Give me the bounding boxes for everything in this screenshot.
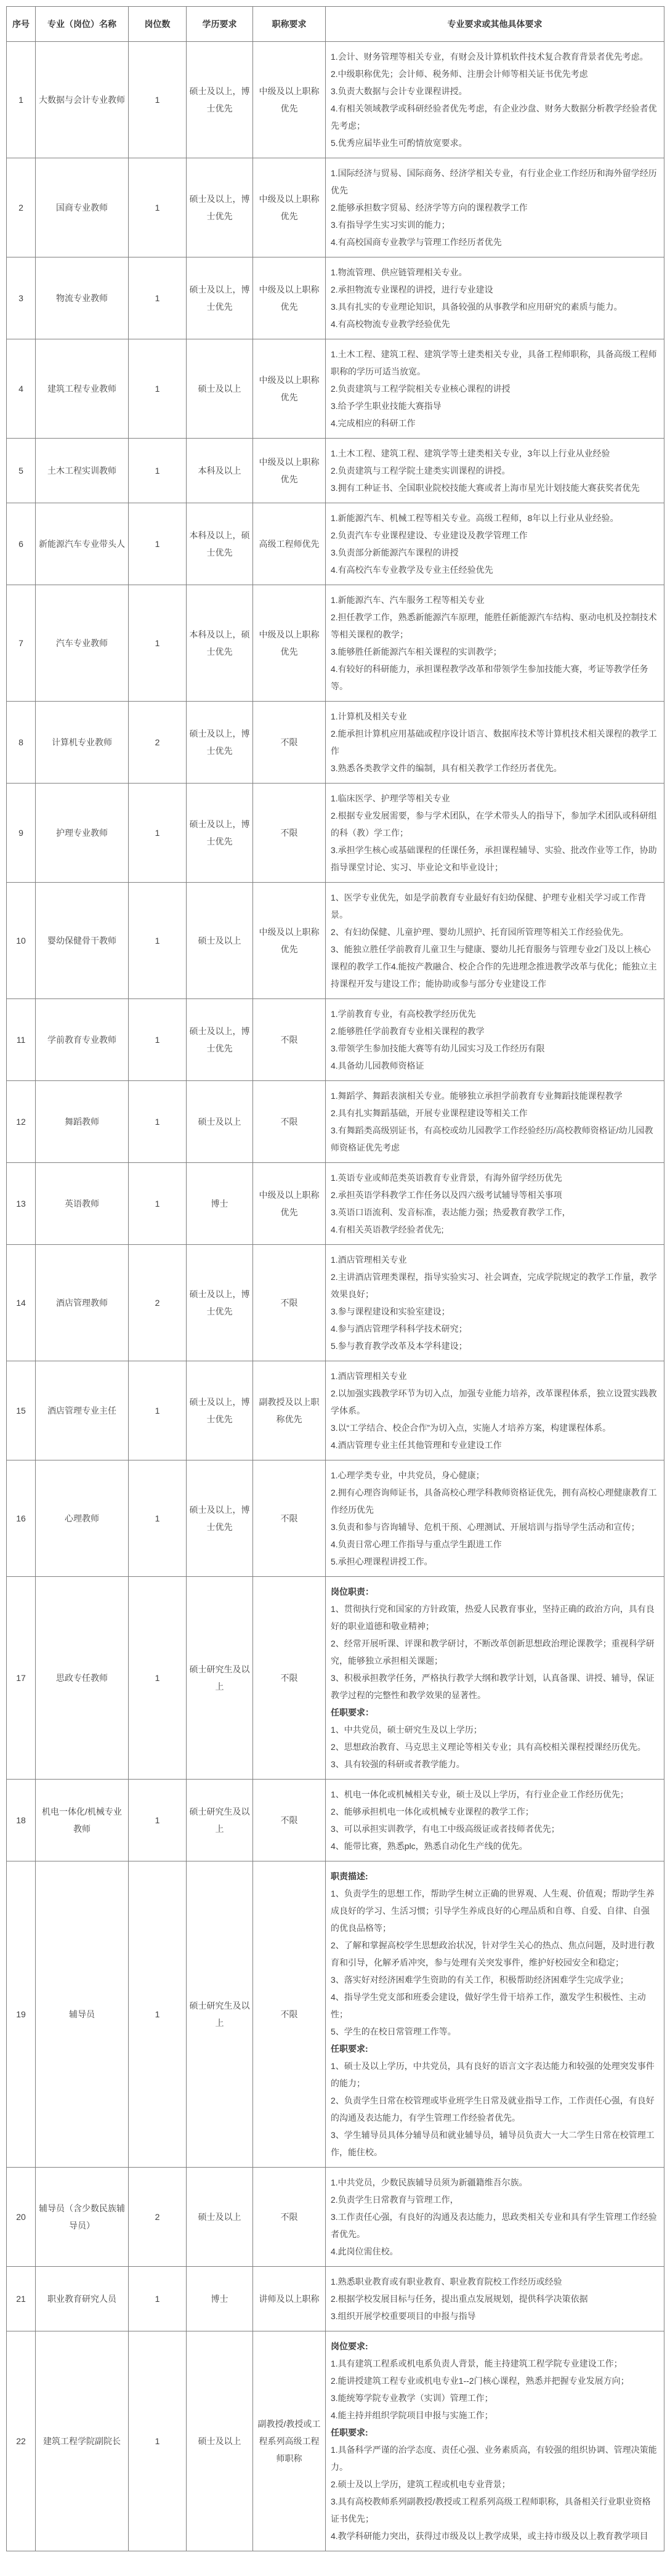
cell-seq: 20: [7, 2168, 36, 2267]
requirement-line: 3.拥有工种证书、全国职业院校技能大赛或者上海市星光计划技能大赛获奖者优先: [331, 483, 640, 493]
cell-name: 辅导员（含少数民族辅导员）: [36, 2168, 129, 2267]
cell-seq: 19: [7, 1861, 36, 2168]
cell-name: 汽车专业教师: [36, 585, 129, 702]
requirement-line: 4、指导学生党支部和班委会建设，做好学生骨干培养工作，激发学生积极性、主动性；: [331, 1992, 646, 2019]
cell-title: 不限: [253, 2168, 326, 2267]
requirement-line: 4.有高校物流专业教学经验优先: [331, 319, 450, 329]
cell-title: 中级及以上职称优先: [253, 883, 326, 999]
cell-education: 硕士及以上，博士优先: [187, 999, 253, 1081]
table-row: [7, 702, 664, 784]
cell-education: 本科及以上: [187, 439, 253, 503]
table-row: [7, 585, 664, 702]
cell-seq: 4: [7, 339, 36, 439]
requirement-line: 4、能带比赛，熟悉plc，熟悉自动化生产线的优先。: [331, 1841, 528, 1851]
cell-name: 酒店管理教师: [36, 1245, 129, 1361]
cell-name: 酒店管理专业主任: [36, 1361, 129, 1460]
cell-title: 不限: [253, 1577, 326, 1780]
cell-count: 1: [129, 1577, 187, 1780]
cell-name: 土木工程实训教师: [36, 439, 129, 503]
header-cell-education: 学历要求: [187, 7, 253, 42]
cell-requirements: [326, 42, 664, 158]
table-row: [7, 257, 664, 339]
cell-title: 中级及以上职称优先: [253, 1163, 326, 1245]
requirement-line: 2.根据学校发展目标与任务，提出重点发展规划，提供科学决策依据: [331, 2294, 588, 2304]
table-row: [7, 42, 664, 158]
cell-requirements: [326, 1081, 664, 1163]
table-row: [7, 339, 664, 439]
table-row: [7, 1163, 664, 1245]
cell-title: 高级工程师优先: [253, 503, 326, 585]
requirement-line: 岗位职责：: [331, 1587, 374, 1597]
requirement-line: 3、能独立胜任学前教育儿童卫生与健康、婴幼儿托育服务与管理专业2门及以上核心课程的教学工作4.能按产教融合、校企合作的先进理念推进教学改革与优化；能独立主持课程开发与建设工作；能协助或参与部分专业建设工作: [331, 944, 657, 989]
requirement-line: 3.具有扎实的专业理论知识，具备较强的从事教学和应用研究的素质与能力。: [331, 302, 623, 312]
cell-count: 1: [129, 2267, 187, 2331]
cell-count: 1: [129, 158, 187, 257]
requirement-line: 1.新能源汽车、机械工程等相关专业。高级工程师，8年以上行业从业经验。: [331, 513, 619, 523]
requirement-line: 5、学生的在校日常管理工作等。: [331, 2027, 456, 2036]
cell-title: 副教授及以上职称优先: [253, 1361, 326, 1460]
requirement-line: 2、负责学生日常在校管理或毕业班学生日常及就业指导工作，工作责任心强，有良好的沟通及表达能力，有学生管理工作经验者优先。: [331, 2096, 655, 2123]
requirement-line: 1.中共党员，少数民族辅导员须为新疆籍维吾尔族。: [331, 2177, 528, 2187]
requirement-line: 4.此岗位需住校。: [331, 2246, 398, 2256]
cell-count: 1: [129, 784, 187, 883]
cell-name: 职业教育研究人员: [36, 2267, 129, 2331]
requirement-line: 1.计算机及相关专业: [331, 711, 407, 721]
cell-seq: 7: [7, 585, 36, 702]
requirement-line: 1.学前教育专业，有高校教学经历优先: [331, 1009, 476, 1019]
header-cell-name: 专业（岗位）名称: [36, 7, 129, 42]
table-row: [7, 2331, 664, 2551]
cell-title: 中级及以上职称优先: [253, 42, 326, 158]
requirement-line: 4.有高校汽车专业教学及专业主任经验优先: [331, 565, 493, 575]
cell-education: 硕士研究生及以上: [187, 1780, 253, 1861]
requirement-line: 3.英语口语流利、发音标准，表达能力强；热爱教育教学工作，: [331, 1207, 571, 1217]
cell-requirements: [326, 1361, 664, 1460]
requirement-line: 1.物流管理、供应链管理相关专业。: [331, 267, 467, 277]
cell-requirements: [326, 702, 664, 784]
cell-seq: 21: [7, 2267, 36, 2331]
cell-count: 1: [129, 257, 187, 339]
requirement-line: 3.负责和参与咨询辅导、危机干预、心理测试、开展培训与指导学生活动和宣传；: [331, 1522, 640, 1532]
table-row: [7, 784, 664, 883]
cell-requirements: [326, 158, 664, 257]
cell-count: 1: [129, 1460, 187, 1577]
requirement-line: 3.负责部分新能源汽车课程的讲授: [331, 548, 459, 557]
cell-title: 中级及以上职称优先: [253, 339, 326, 439]
requirement-line: 1.土木工程、建筑工程、建筑学等土建类相关专业，具备工程师职称，具备高级工程师职称的学历可适当放宽。: [331, 349, 657, 376]
cell-count: 1: [129, 439, 187, 503]
requirement-line: 1.心理学类专业，中共党员，身心健康；: [331, 1470, 485, 1480]
cell-education: 硕士及以上，博士优先: [187, 1361, 253, 1460]
requirement-line: 1、医学专业优先，如是学前教育专业最好有妇幼保健、护理专业相关学习或工作背景。: [331, 893, 646, 920]
cell-requirements: [326, 1245, 664, 1361]
cell-count: 1: [129, 2331, 187, 2551]
cell-requirements: [326, 2331, 664, 2551]
cell-education: 硕士及以上，博士优先: [187, 257, 253, 339]
requirement-line: 1.酒店管理相关专业: [331, 1371, 407, 1381]
cell-title: 讲师及以上职称: [253, 2267, 326, 2331]
cell-seq: 18: [7, 1780, 36, 1861]
cell-education: 硕士研究生及以上: [187, 1577, 253, 1780]
cell-name: 护理专业教师: [36, 784, 129, 883]
requirement-line: 5.优秀应届毕业生可酌情放宽要求。: [331, 138, 467, 148]
requirement-line: 2、思想政治教育、马克思主义理论等相关专业；具有高校相关课程授课经历优先。: [331, 1742, 646, 1752]
cell-title: 不限: [253, 784, 326, 883]
cell-requirements: [326, 2267, 664, 2331]
cell-requirements: [326, 2168, 664, 2267]
requirement-line: 2.能够胜任学前教育专业相关课程的教学: [331, 1026, 485, 1036]
requirement-line: 2.承担英语学科教学工作任务以及四六级考试辅导等相关事项: [331, 1190, 562, 1200]
header-cell-count: 岗位数: [129, 7, 187, 42]
requirement-line: 1、贯彻执行党和国家的方针政策，热爱人民教育事业，坚持正确的政治方向，具有良好的职业道德和敬业精神；: [331, 1604, 655, 1631]
cell-seq: 2: [7, 158, 36, 257]
requirement-line: 3、可以承担实训教学，有电工中级高级证或者技师者优先；: [331, 1824, 560, 1834]
requirement-line: 2.负责汽车专业课程建设、专业建设及教学管理工作: [331, 530, 528, 540]
requirement-line: 1.英语专业或师范类英语教育专业背景，有海外留学经历优先: [331, 1173, 562, 1183]
cell-education: 硕士及以上: [187, 2168, 253, 2267]
requirement-line: 1.熟悉职业教育或有职业教育、职业教育院校工作经历或经验: [331, 2277, 562, 2286]
table-row: [7, 1780, 664, 1861]
requirement-line: 1.会计、财务管理等相关专业，有财会及计算机软件技术复合教育背景者优先考虑。: [331, 52, 648, 62]
cell-count: 1: [129, 1361, 187, 1460]
cell-name: 思政专任教师: [36, 1577, 129, 1780]
cell-seq: 6: [7, 503, 36, 585]
requirement-line: 3.承担学生核心或基础课程的任课任务，承担课程辅导、实验、批改作业等工作，协助指导课堂讨论、实习、毕业论文和毕业设计；: [331, 845, 657, 872]
requirement-line: 2、能够承担机电一体化或机械专业课程的教学工作；: [331, 1807, 534, 1817]
cell-count: 1: [129, 503, 187, 585]
requirement-line: 岗位要求:: [331, 2341, 368, 2351]
table-row: [7, 503, 664, 585]
requirement-line: 4.酒店管理专业主任其他管理和专业建设工作: [331, 1440, 502, 1450]
requirement-line: 4.具备幼儿园教师资格证: [331, 1061, 424, 1071]
cell-name: 心理教师: [36, 1460, 129, 1577]
cell-title: 不限: [253, 1780, 326, 1861]
cell-seq: 14: [7, 1245, 36, 1361]
requirement-line: 1、中共党员，硕士研究生及以上学历；: [331, 1725, 482, 1735]
requirement-line: 3、积极承担教学任务，严格执行教学大纲和教学计划，认真备课、讲授、辅导，保证教学过程的完整性和教学效果的显著性。: [331, 1673, 655, 1700]
cell-seq: 3: [7, 257, 36, 339]
requirement-line: 3.有舞蹈类高级别证书，有高校或幼儿园教学工作经验经历/高校教师资格证/幼儿园教师资格证优先考虑: [331, 1125, 653, 1152]
cell-education: 本科及以上，硕士优先: [187, 503, 253, 585]
cell-seq: 5: [7, 439, 36, 503]
header-cell-title: 职称要求: [253, 7, 326, 42]
cell-seq: 9: [7, 784, 36, 883]
requirement-line: 4.参与酒店管理学科科学技术研究；: [331, 1324, 467, 1334]
requirement-line: 5.参与教育教学改革及本学科建设；: [331, 1341, 467, 1351]
requirement-line: 任职要求：: [331, 1707, 374, 1717]
table-row: [7, 2168, 664, 2267]
cell-requirements: [326, 1460, 664, 1577]
requirement-line: 4.完成相应的科研工作: [331, 418, 416, 428]
cell-seq: 16: [7, 1460, 36, 1577]
table-row: [7, 1577, 664, 1780]
cell-count: 1: [129, 585, 187, 702]
cell-requirements: [326, 883, 664, 999]
cell-count: 1: [129, 999, 187, 1081]
requirement-line: 4.教学科研能力突出，获得过市级及以上教学成果，或主持市级及以上教育教学项目: [331, 2531, 648, 2541]
cell-count: 1: [129, 339, 187, 439]
requirement-line: 任职要求:: [331, 2044, 368, 2054]
requirement-line: 2.主讲酒店管理类课程，指导实验实习、社会调查，完成学院规定的教学工作量，教学效果良好；: [331, 1272, 657, 1299]
requirement-line: 2.根据专业发展需要，参与学术团队，在学术带头人的指导下，参加学术团队或科研组的科（教）学工作；: [331, 811, 657, 838]
header-row: [7, 7, 664, 42]
requirement-line: 2.硕士及以上学历，建筑工程或机电专业背景；: [331, 2479, 511, 2489]
cell-education: 硕士及以上: [187, 1081, 253, 1163]
requirement-line: 3.有指导学生实习实训的能力；: [331, 220, 450, 230]
requirement-line: 1、硕士及以上学历，中共党员，具有良好的语言文字表达能力和较强的处理突发事件的能力；: [331, 2061, 655, 2088]
header-cell-seq: 序号: [7, 7, 36, 42]
cell-requirements: [326, 439, 664, 503]
requirement-line: 3.组织开展学校重要项目的申报与指导: [331, 2311, 476, 2321]
cell-requirements: [326, 339, 664, 439]
requirement-line: 3.带领学生参加技能大赛等有幼儿园实习及工作经历有限: [331, 1043, 545, 1053]
requirement-line: 2、有妇幼保健、儿童护理、婴幼儿照护、托育园所管理等相关工作经验优先。: [331, 927, 629, 937]
requirement-line: 3.具有高校教师系列副教授/教授或工程系列高级工程师职称，具备相关行业职业资格证书优先；: [331, 2497, 651, 2524]
cell-title: 不限: [253, 999, 326, 1081]
requirement-line: 4.有相关领域教学或科研经验者优先考虑，有企业沙盘、财务大数据分析教学经验者优先考虑；: [331, 103, 657, 131]
requirement-line: 任职要求:: [331, 2428, 368, 2437]
cell-title: 中级及以上职称优先: [253, 257, 326, 339]
cell-title: 不限: [253, 1245, 326, 1361]
cell-requirements: [326, 1163, 664, 1245]
cell-education: 硕士及以上，博士优先: [187, 702, 253, 784]
table-row: [7, 999, 664, 1081]
cell-count: 2: [129, 702, 187, 784]
requirement-line: 1.酒店管理相关专业: [331, 1255, 407, 1265]
cell-education: 博士: [187, 2267, 253, 2331]
cell-seq: 10: [7, 883, 36, 999]
requirement-line: 2.拥有心理咨询师证书，具备高校心理学科教师资格证优先，拥有高校心理健康教育工作经历优先: [331, 1488, 657, 1515]
requirement-line: 1.临床医学、护理学等相关专业: [331, 793, 450, 803]
cell-count: 1: [129, 1081, 187, 1163]
cell-name: 舞蹈教师: [36, 1081, 129, 1163]
cell-name: 机电一体化/机械专业教师: [36, 1780, 129, 1861]
table-row: [7, 1245, 664, 1361]
requirement-line: 2、了解和掌握高校学生思想政治状况，针对学生关心的热点、焦点问题，及时进行教育和引导，化解矛盾冲突，参与处理有关突发事件，维护好校园安全和稳定；: [331, 1940, 655, 1967]
cell-education: 硕士及以上，博士优先: [187, 1245, 253, 1361]
cell-title: 不限: [253, 702, 326, 784]
requirement-line: 3、落实好对经济困难学生资助的有关工作，积极帮助经济困难学生完成学业；: [331, 1975, 629, 1985]
requirement-line: 2.负责学生日常教育与管理工作，: [331, 2195, 459, 2205]
requirement-line: 1.具备科学严谨的治学态度、责任心强、业务素质高，有较强的组织协调、管理决策能力。: [331, 2445, 657, 2472]
cell-education: 硕士及以上: [187, 339, 253, 439]
requirement-line: 2.负责建筑与工程学院相关专业核心课程的讲授: [331, 384, 511, 394]
cell-name: 新能源汽车专业带头人: [36, 503, 129, 585]
cell-education: 硕士及以上: [187, 2331, 253, 2551]
requirement-line: 2.承担物流专业课程的讲授，进行专业建设: [331, 285, 493, 294]
requirement-line: 4.负责日常心理工作指导与重点学生跟进工作: [331, 1539, 502, 1549]
cell-name: 学前教育专业教师: [36, 999, 129, 1081]
requirement-line: 3.工作责任心强，有良好的沟通及表达能力，思政类相关专业和具有学生管理工作经验者优先。: [331, 2212, 657, 2239]
requirement-line: 2.中级职称优先；会计师、税务师、注册会计师等相关证书优先考虑: [331, 69, 588, 79]
cell-count: 1: [129, 1861, 187, 2168]
cell-name: 建筑工程专业教师: [36, 339, 129, 439]
cell-name: 建筑工程学院副院长: [36, 2331, 129, 2551]
cell-requirements: [326, 585, 664, 702]
requirement-line: 4.有较好的科研能力，承担课程教学改革和带领学生参加技能大赛，考证等教学任务等。: [331, 664, 648, 691]
cell-name: 国商专业教师: [36, 158, 129, 257]
requirement-line: 1.舞蹈学、舞蹈表演相关专业。能够独立承担学前教育专业舞蹈技能课程教学: [331, 1091, 623, 1101]
cell-requirements: [326, 257, 664, 339]
requirement-line: 3.参与课程建设和实验室建设；: [331, 1306, 450, 1316]
requirement-line: 3.给予学生职业技能大赛指导: [331, 401, 442, 411]
cell-seq: 8: [7, 702, 36, 784]
cell-name: 婴幼保健骨干教师: [36, 883, 129, 999]
header-cell-requirements: 专业要求或其他具体要求: [326, 7, 664, 42]
requirement-line: 3.负责大数据与会计专业课程讲授。: [331, 86, 467, 96]
cell-name: 计算机专业教师: [36, 702, 129, 784]
table-row: [7, 158, 664, 257]
requirement-line: 3.能统筹学院专业教学（实训）管理工作；: [331, 2393, 493, 2403]
cell-education: 硕士及以上，博士优先: [187, 42, 253, 158]
cell-requirements: [326, 784, 664, 883]
cell-seq: 1: [7, 42, 36, 158]
requirement-line: 2.担任教学工作，熟悉新能源汽车原理，能胜任新能源汽车结构、驱动电机及控制技术等相关课程的教学；: [331, 612, 657, 639]
cell-name: 英语教师: [36, 1163, 129, 1245]
requirement-line: 3.能够胜任新能源汽车相关课程的实训教学；: [331, 647, 502, 657]
requirement-line: 4.能主持并组织学院项目申报与实施工作；: [331, 2410, 493, 2420]
requirement-line: 1.具有建筑工程系或机电系负责人背景，能主持建筑工程学院专业建设工作；: [331, 2359, 623, 2368]
cell-name: 物流专业教师: [36, 257, 129, 339]
table-row: [7, 2267, 664, 2331]
requirement-line: 3.以“工学结合、校企合作”为切入点，实施人才培养方案，构建课程体系。: [331, 1423, 611, 1433]
requirement-line: 1.国际经济与贸易、国际商务、经济学相关专业，有行业企业工作经历和海外留学经历优先: [331, 168, 657, 195]
cell-count: 1: [129, 42, 187, 158]
recruitment-table: [6, 6, 664, 2551]
cell-seq: 12: [7, 1081, 36, 1163]
requirement-line: 4.有高校国商专业教学与管理工作经历者优先: [331, 237, 502, 247]
requirement-line: 3.熟悉各类教学文件的编制，具有相关教学工作经历者优先。: [331, 763, 562, 773]
table-row: [7, 1460, 664, 1577]
requirement-line: 1.新能源汽车、汽车服务工程等相关专业: [331, 595, 485, 605]
requirement-line: 2.能够承担数字贸易、经济学等方向的课程教学工作: [331, 203, 528, 213]
table-row: [7, 1361, 664, 1460]
requirement-line: 2.能讲授建筑工程专业或机电专业1--2门核心课程，熟悉并把握专业发展方向；: [331, 2376, 629, 2386]
cell-count: 1: [129, 1780, 187, 1861]
cell-title: 不限: [253, 1460, 326, 1577]
cell-education: 硕士及以上，博士优先: [187, 158, 253, 257]
requirement-line: 5.承担心理课程讲授工作。: [331, 1557, 433, 1566]
cell-title: 副教授/教授或工程系列高级工程师职称: [253, 2331, 326, 2551]
cell-count: 2: [129, 2168, 187, 2267]
cell-count: 1: [129, 883, 187, 999]
cell-seq: 11: [7, 999, 36, 1081]
cell-education: 本科及以上，硕士优先: [187, 585, 253, 702]
cell-education: 博士: [187, 1163, 253, 1245]
cell-requirements: [326, 1861, 664, 2168]
cell-name: 大数据与会计专业教师: [36, 42, 129, 158]
cell-count: 1: [129, 1163, 187, 1245]
table-row: [7, 883, 664, 999]
requirement-line: 3、具有较强的科研或者教学能力。: [331, 1759, 465, 1769]
cell-requirements: [326, 503, 664, 585]
cell-count: 2: [129, 1245, 187, 1361]
table-row: [7, 439, 664, 503]
cell-seq: 13: [7, 1163, 36, 1245]
cell-title: 中级及以上职称优先: [253, 158, 326, 257]
cell-seq: 17: [7, 1577, 36, 1780]
cell-requirements: [326, 1780, 664, 1861]
cell-education: 硕士研究生及以上: [187, 1861, 253, 2168]
requirement-line: 1、机电一体化或机械相关专业，硕士及以上学历，有行业企业工作经历优先；: [331, 1789, 629, 1799]
cell-title: 不限: [253, 1861, 326, 2168]
table-row: [7, 1081, 664, 1163]
cell-requirements: [326, 1577, 664, 1780]
requirement-line: 2.具有扎实舞蹈基础，开展专业课程建设等相关工作: [331, 1108, 528, 1118]
cell-education: 硕士及以上，博士优先: [187, 784, 253, 883]
requirement-line: 1、负责学生的思想工作，帮助学生树立正确的世界观、人生观、价值观；帮助学生养成良好的学习、生活习惯；引导学生养成良好的心理品质和自尊、自爱、自律、自强的优良品格等；: [331, 1889, 655, 1933]
requirement-line: 2.负责建筑与工程学院土建类实训课程的讲授。: [331, 466, 511, 476]
requirement-line: 1.土木工程、建筑工程、建筑学等土建类相关专业，3年以上行业从业经验: [331, 448, 610, 458]
cell-education: 硕士及以上，博士优先: [187, 1460, 253, 1577]
cell-title: 不限: [253, 1081, 326, 1163]
requirement-line: 4.有相关英语教学经验者优先;: [331, 1225, 444, 1234]
requirement-line: 2、经常开展听课、评课和教学研讨，不断改革创新思想政治理论课教学；重视科学研究，能够独立承担相关课题；: [331, 1638, 655, 1666]
requirement-line: 2.能承担计算机应用基础或程序设计语言、数据库技术等计算机技术相关课程的教学工作: [331, 729, 657, 756]
cell-education: 硕士及以上: [187, 883, 253, 999]
cell-title: 中级及以上职称优先: [253, 439, 326, 503]
requirement-line: 3、学生辅导员具体分辅导员和就业辅导员，辅导员负责大一大二学生日常在校管理工作，能住校。: [331, 2130, 655, 2157]
requirement-line: 2.以加强实践教学环节为切入点，加强专业能力培养，改革课程体系，独立设置实践教学体系。: [331, 1388, 657, 1416]
cell-seq: 15: [7, 1361, 36, 1460]
cell-requirements: [326, 999, 664, 1081]
cell-title: 中级及以上职称优先: [253, 585, 326, 702]
cell-name: 辅导员: [36, 1861, 129, 2168]
table-row: [7, 1861, 664, 2168]
requirement-line: 职责描述:: [331, 1871, 368, 1881]
cell-seq: 22: [7, 2331, 36, 2551]
